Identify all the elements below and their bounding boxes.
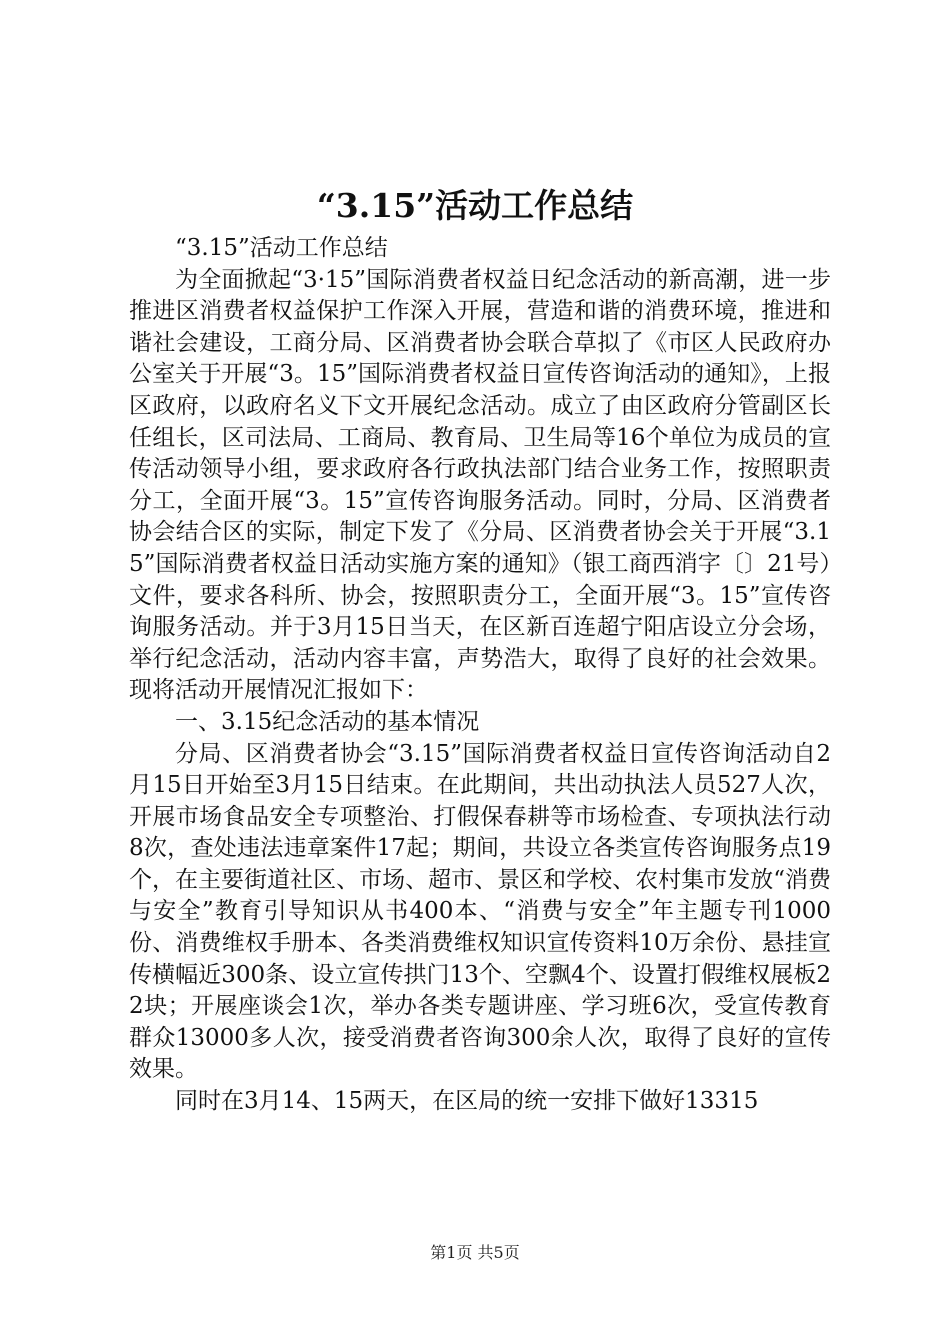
- document-body: [129, 233, 831, 1118]
- document-title: “3.15”活动工作总结: [316, 186, 634, 225]
- page-footer: 第1页 共5页: [430, 1243, 520, 1262]
- subtitle-paragraph: “3.15”活动工作总结: [175, 235, 388, 261]
- intro-paragraph: 为全面掀起“3·15”国际消费者权益日纪念活动的新高潮，进一步推进区消费者权益保护工作深入开展，营造和谐的消费环境，推进和谐社会建设，工商分局、区消费者协会联合草拟了《市区人民政府办公室关于开展“3。15”国际消费者权益日宣传咨询活动的通知》，上报区政府，以政府名义下文开展纪念活动。成立了由区政府分管副区长任组长，区司法局、工商局、教育局、卫生局等16个单位为成员的宣传活动领导小组，要求政府各行政执法部门结合业务工作，按照职责分工，全面开展“3。15”宣传咨询服务活动。同时，分局、区消费者协会结合区的实际，制定下发了《分局、区消费者协会关于开展“3.15”国际消费者权益日活动实施方案的通知》（银工商西消字〔〕21号）文件，要求各科所、协会，按照职责分工，全面开展“3。15”宣传咨询服务活动。并于3月15日当天，在区新百连超宁阳店设立分会场，举行纪念活动，活动内容丰富，声势浩大，取得了良好的社会效果。现将活动开展情况汇报如下：: [129, 266, 831, 704]
- continuation-paragraph: 同时在3月14、15两天，在区局的统一安排下做好13315: [175, 1088, 759, 1115]
- details-paragraph: 分局、区消费者协会“3.15”国际消费者权益日宣传咨询活动自2月15日开始至3月15日结束。在此期间，共出动执法人员527人次，开展市场食品安全专项整治、打假保春耕等市场检查、专项执法行动8次，查处违法违章案件17起；期间，共设立各类宣传咨询服务点19个，在主要街道社区、市场、超市、景区和学校、农村集市发放“消费与安全”教育引导知识从书400本、“消费与安全”年主题专刊1000份、消费维权手册本、各类消费维权知识宣传资料10万余份、悬挂宣传横幅近300条、设立宣传拱门13个、空飘4个、设置打假维权展板22块；开展座谈会1次，举办各类专题讲座、学习班6次，受宣传教育群众13000多人次，接受消费者咨询300余人次，取得了良好的宣传效果。: [129, 740, 831, 1083]
- section-heading: 一、3.15纪念活动的基本情况: [175, 708, 480, 735]
